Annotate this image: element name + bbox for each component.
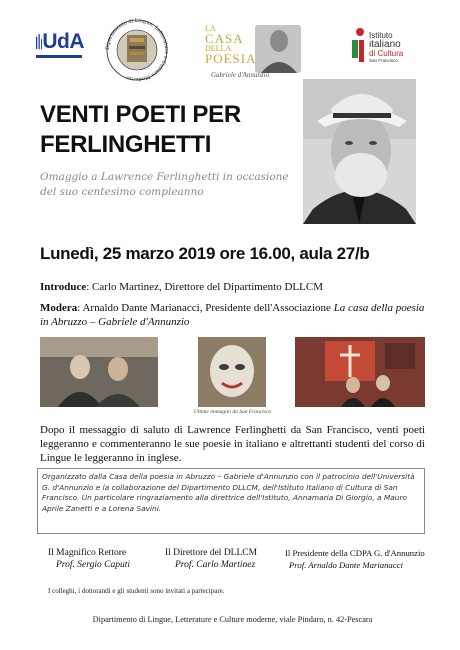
introduce-text: : Carlo Martinez, Direttore del Dipartimento DLLCM — [86, 281, 323, 293]
signature-director-name: Prof. Carlo Martinez — [175, 560, 256, 570]
signature-president-name: Prof. Arnaldo Dante Marianacci — [289, 560, 403, 570]
casa-della-poesia-logo — [205, 25, 303, 81]
event-title-line2: FERLINGHETTI — [40, 131, 212, 158]
casa-logo-line4: POESIA — [205, 51, 257, 66]
signature-president-role: Il Presidente della CDPA G. d'Annunzio — [285, 548, 425, 558]
photo-strip — [40, 337, 425, 407]
seal-ring-text: Dipartimento di Lingue, Letterature e Culture Moderne — [104, 18, 170, 82]
modera-label: Modera — [40, 302, 78, 314]
introduce-label: Introduce — [40, 281, 87, 293]
uda-logo-text: UdA — [42, 30, 84, 53]
invitation-note: I colleghi, i dottorandi e gli studenti sono invitati a partecipare. — [48, 587, 225, 595]
casa-logo-line3: DELLA — [205, 44, 232, 53]
photo-caption: Ultime immagini da San Francisco — [193, 409, 272, 415]
iic-logo-line1: Istituto — [369, 31, 393, 40]
casa-logo-line2: CASA — [205, 31, 244, 46]
signature-rector — [48, 547, 168, 571]
iic-logo-line4: San Francisco — [369, 58, 398, 63]
casa-logo-subtitle: Gabriele d'Annunzio — [211, 71, 270, 79]
event-title — [40, 100, 295, 160]
signature-rector-role: Il Magnifico Rettore — [48, 548, 127, 558]
organizer-credits-box: Organizzato dalla Casa della poesia in Abruzzo – Gabriele d'Annunzio con il patrocinio dell'Università G. d'Annunzio e la collaborazione del Dipartimento DLLCM, dell'Istituto Italiano di Cultura di San Francisco. Un particolare ringraziamento alla direttrice dell'Istituto, Annamaria Di Giorgio, a Mauro Aprile Zanetti e a Lorena Savini. — [37, 468, 425, 534]
uda-logo — [36, 28, 84, 68]
signature-director-role: Il Direttore del DLLCM — [165, 548, 258, 558]
modera-line — [40, 301, 425, 329]
modera-text: : Arnaldo Dante Marianacci, Presidente dell'Associazione — [77, 302, 334, 314]
event-date-line: Lunedì, 25 marzo 2019 ore 16.00, aula 27/b — [40, 244, 370, 263]
ferlinghetti-portrait-photo — [303, 79, 416, 224]
photo-two-men — [40, 337, 158, 407]
department-seal-logo — [94, 18, 180, 82]
signature-director — [165, 547, 285, 571]
event-description: Dopo il messaggio di saluto di Lawrence Ferlinghetti da San Francisco, venti poeti leggeranno e commenteranno le sue poesie in italiano e altrettanti studenti del corso di Lingue le leggeranno in inglese. — [40, 424, 425, 464]
introduce-line — [40, 280, 425, 294]
photo-group-poster — [295, 337, 425, 407]
signature-president — [285, 547, 435, 571]
department-seal-icon — [94, 18, 180, 82]
department-address-footer: Dipartimento di Lingue, Letterature e Culture moderne, viale Pindaro, n. 42-Pescara — [92, 615, 373, 624]
iic-logo-line3: di Cultura — [369, 49, 404, 58]
modera-association: La casa della poesia in Abruzzo – Gabriele d'Annunzio — [40, 302, 425, 328]
casa-logo-line1: LA — [205, 24, 216, 33]
signature-rector-name: Prof. Sergio Caputi — [56, 560, 130, 570]
event-subtitle: Omaggio a Lawrence Ferlinghetti in occasione del suo centesimo compleanno — [40, 171, 289, 198]
dannunzio-portrait-image — [255, 25, 301, 73]
istituto-italiano-cultura-logo — [350, 26, 430, 74]
iic-logo-line2: italiano — [369, 39, 401, 50]
event-title-line1: VENTI POETI PER — [40, 101, 241, 128]
photo-mask — [198, 337, 266, 407]
